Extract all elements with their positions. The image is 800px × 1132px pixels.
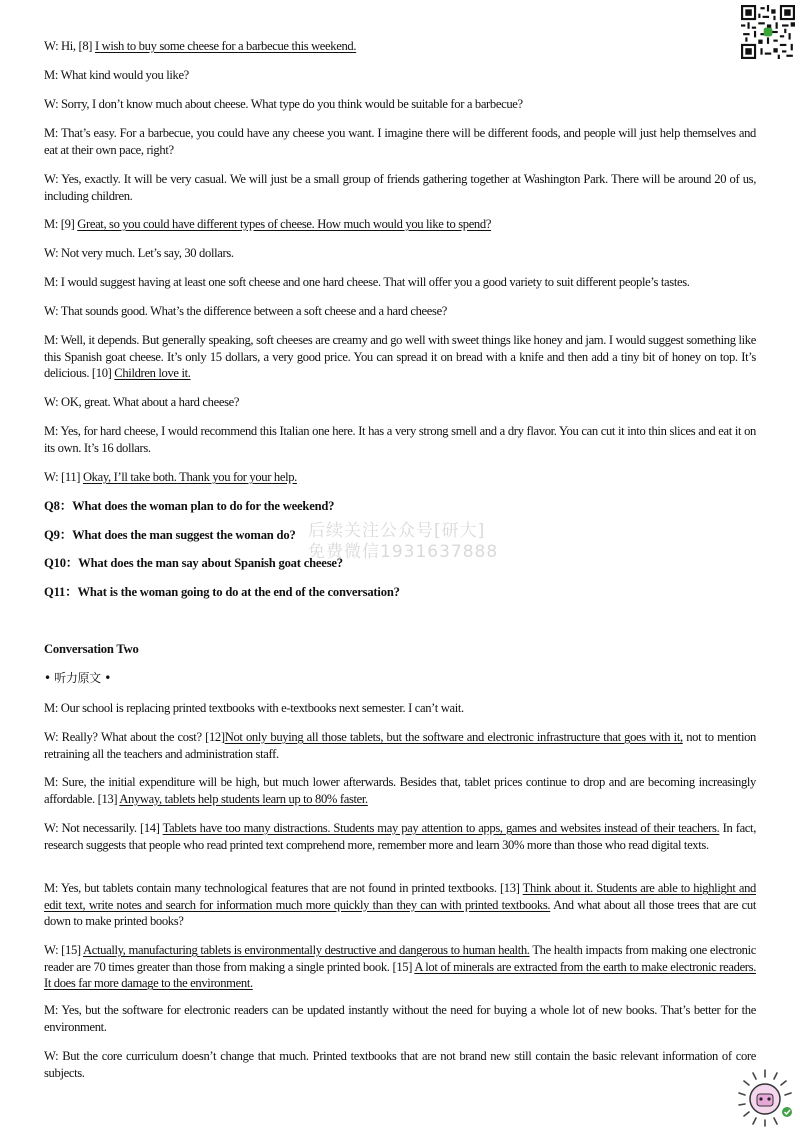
paragraph-text: W: [15]	[44, 943, 84, 957]
dialogue-paragraph	[44, 125, 756, 158]
dialogue-paragraph	[44, 332, 756, 382]
dialogue-paragraph	[44, 67, 756, 84]
dialogue-paragraph	[44, 171, 756, 204]
dialogue-paragraph	[44, 774, 756, 807]
paragraph-text: W: Yes, exactly. It will be very casual. We will just be a small group of friends gathering together at Washington Park. There will be around 20 of us, including children.	[44, 172, 756, 203]
paragraph-text: M: Our school is replacing printed textbooks with e-textbooks next semester. I can’t wait.	[44, 701, 464, 715]
section-heading	[44, 641, 756, 658]
underlined-answer-text: I wish to buy some cheese for a barbecue this weekend.	[94, 39, 357, 53]
underlined-answer-text: Anyway, tablets help students learn up to 80% faster.	[119, 791, 368, 806]
dialogue-paragraph	[44, 303, 756, 320]
paragraph-text: not to mention retraining all the teachers and administration staff.	[44, 730, 756, 761]
paragraph-text: In fact, research suggests that people who read printed text comprehend more, remember more and learn 30% more than those who read digital texts.	[44, 821, 756, 852]
paragraph-text: M: Well, it depends. But generally speaking, soft cheeses are creamy and go well with sweet things like honey and jam. I would suggest something like this Spanish goat cheese. It’s only 15 dollars, a very good price. You can spread it on bread with a knife and then add a tiny bit of honey on top. It’s delicious. [10]	[44, 333, 756, 381]
paragraph-text: W: Not very much. Let’s say, 30 dollars.	[44, 246, 234, 260]
dialogue-paragraph	[44, 96, 756, 113]
underlined-answer-text: Tablets have too many distractions. Students may pay attention to apps, games and websites instead of their teachers.	[162, 821, 720, 835]
underlined-answer-text: Children love it.	[114, 366, 191, 381]
paragraph-text: M: [9]	[44, 217, 78, 231]
dialogue-paragraph	[44, 729, 756, 762]
question-line	[44, 584, 756, 601]
paragraph-text: Q10：What does the man say about Spanish goat cheese?	[44, 556, 343, 570]
mascot-logo-icon	[735, 1068, 795, 1128]
section-subheading	[44, 670, 756, 687]
paragraph-text: W: OK, great. What about a hard cheese?	[44, 395, 240, 409]
dialogue-paragraph	[44, 274, 756, 291]
dialogue-paragraph	[44, 700, 756, 717]
watermark-line-2: 免费微信1931637888	[308, 542, 499, 562]
underlined-answer-text: Great, so you could have different types of cheese. How much would you like to spend?	[77, 217, 492, 231]
paragraph-text: Conversation Two	[44, 642, 139, 656]
paragraph-text: W: Sorry, I don’t know much about cheese. What type do you think would be suitable for a barbecue?	[44, 97, 523, 111]
dialogue-paragraph	[44, 880, 756, 930]
dialogue-paragraph	[44, 394, 756, 411]
paragraph-text: W: Not necessarily. [14]	[44, 821, 163, 835]
paragraph-text: M: That’s easy. For a barbecue, you could have any cheese you want. I imagine there will be different foods, and people will just help themselves and eat at their own pace, right?	[44, 126, 756, 157]
paragraph-text: M: Yes, for hard cheese, I would recommend this Italian one here. It has a very strong smell and a dry flavor. You can cut it into thin slices and eat it on its own. It’s 16 dollars.	[44, 424, 756, 455]
paragraph-text: W: [11]	[44, 470, 83, 484]
paragraph-text: W: That sounds good. What’s the difference between a soft cheese and a hard cheese?	[44, 304, 448, 318]
paragraph-text: The health impacts from making one electronic reader are 70 times greater than those from making a single printed book. [15]	[44, 943, 756, 974]
underlined-answer-text: A lot of minerals are extracted from the earth to make electronic readers. It does far more damage to the environment.	[44, 959, 756, 991]
dialogue-paragraph	[44, 1002, 756, 1035]
paragraph-text: Q8：What does the woman plan to do for the weekend?	[44, 499, 335, 513]
dialogue-paragraph	[44, 820, 756, 853]
underlined-answer-text: Okay, I’ll take both. Thank you for your help.	[82, 470, 297, 484]
paragraph-text: M: Sure, the initial expenditure will be high, but much lower afterwards. Besides that, tablet prices continue to drop and are becoming increasingly affordable. [13]	[44, 775, 756, 806]
watermark-line-1: 后续关注公众号[研大]	[308, 521, 486, 541]
paragraph-text: • 听力原文 •	[44, 671, 111, 685]
question-line	[44, 555, 756, 572]
paragraph-text: Q9：What does the man suggest the woman do?	[44, 528, 296, 542]
underlined-answer-text: Not only buying all those tablets, but the software and electronic infrastructure that goes with it,	[224, 730, 683, 744]
paragraph-text: M: Yes, but tablets contain many technological features that are not found in printed textbooks. [13]	[44, 881, 523, 895]
dialogue-paragraph	[44, 942, 756, 992]
paragraph-text: M: I would suggest having at least one soft cheese and one hard cheese. That will offer you a good variety to suit different people’s tastes.	[44, 275, 690, 289]
paragraph-text: And what about all those trees that are cut down to make printed books?	[44, 897, 756, 929]
dialogue-paragraph	[44, 1048, 756, 1081]
dialogue-paragraph	[44, 38, 756, 55]
paragraph-text: Q11：What is the woman going to do at the end of the conversation?	[44, 585, 400, 599]
paragraph-text: M: What kind would you like?	[44, 68, 189, 82]
paragraph-text: W: Really? What about the cost? [12]	[44, 730, 225, 744]
question-line	[44, 498, 756, 515]
paragraph-text: W: But the core curriculum doesn’t change that much. Printed textbooks that are not brand new still contain the basic relevant information of core subjects.	[44, 1049, 756, 1080]
dialogue-paragraph	[44, 245, 756, 262]
dialogue-paragraph	[44, 216, 756, 233]
underlined-answer-text: Actually, manufacturing tablets is environmentally destructive and dangerous to human health.	[83, 943, 530, 957]
question-line	[44, 527, 756, 544]
underlined-answer-text: Think about it. Students are able to highlight and edit text, write notes and search for information much more quickly than they can with printed textbooks.	[44, 881, 756, 912]
paragraph-text: M: Yes, but the software for electronic readers can be updated instantly without the need for buying a whole lot of new books. That’s better for the environment.	[44, 1003, 756, 1034]
paragraph-text: W: Hi, [8]	[44, 39, 95, 53]
dialogue-paragraph	[44, 423, 756, 456]
dialogue-paragraph	[44, 469, 756, 486]
